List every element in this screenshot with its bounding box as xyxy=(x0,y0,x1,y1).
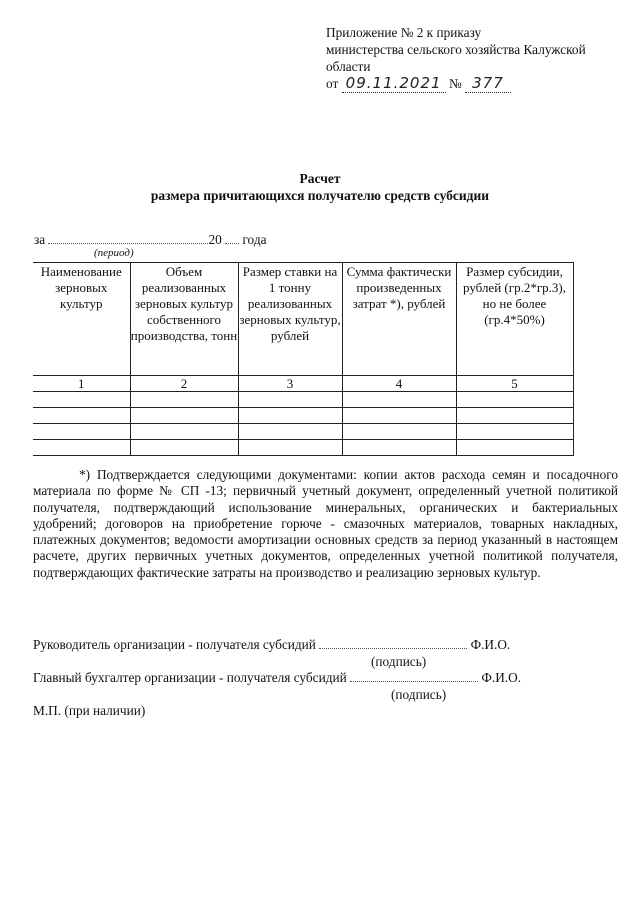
table-row xyxy=(33,424,573,440)
head-fio: Ф.И.О. xyxy=(470,637,511,652)
col-number-4: 4 xyxy=(342,376,456,392)
table-number-row xyxy=(33,376,573,392)
subsidy-table xyxy=(33,262,574,456)
col-number-3: 3 xyxy=(238,376,342,392)
head-signature-blank xyxy=(319,648,467,649)
period-line xyxy=(34,232,267,248)
table-header-row xyxy=(33,263,573,376)
col-number-5: 5 xyxy=(456,376,573,392)
col-number-1: 1 xyxy=(33,376,130,392)
title-line-1: Расчет xyxy=(299,171,341,186)
accountant-label: Главный бухгалтер организации - получателя субсидий xyxy=(33,670,347,685)
period-blank xyxy=(48,243,208,244)
appendix-header xyxy=(326,24,626,93)
appendix-line-3: области xyxy=(326,59,371,74)
appendix-line-2: министерства сельского хозяйства Калужской xyxy=(326,42,586,57)
year-prefix: 20 xyxy=(208,232,222,247)
header-costs: Сумма фактически произведенных затрат *), рублей xyxy=(342,263,456,376)
head-label: Руководитель организации - получателя субсидий xyxy=(33,637,316,652)
footnote-text: *) Подтверждается следующими документами: копии актов расхода семян и посадочного материала по форме № СП -13; первичный учетный документ, определенный учетной политикой получателя, подтверждающий использование минеральных, органических и бактериальных удобрений; договоров на приобретение горюче - смазочных материалов, товарных накладных, платежных документов; ведомости амортизации основных средств за период указанный в настоящем расчете, других первичных учетных документов, определенных учетной политикой получателя, подтверждающих фактические затраты на производство и реализацию зерновых культур. xyxy=(33,467,618,580)
header-subsidy: Размер субсидии, рублей (гр.2*гр.3), но не более (гр.4*50%) xyxy=(456,263,573,376)
table-row xyxy=(33,392,573,408)
header-volume: Объем реализованных зерновых культур собственного производства, тонн xyxy=(130,263,238,376)
head-sign-caption: (подпись) xyxy=(371,654,427,669)
accountant-signature-blank xyxy=(350,681,478,682)
year-suffix: года xyxy=(242,232,267,247)
stamp-label: М.П. (при наличии) xyxy=(33,703,146,718)
head-signature-line xyxy=(33,637,510,653)
footnote xyxy=(33,467,618,581)
date-prefix: от xyxy=(326,76,339,91)
accountant-sign-caption: (подпись) xyxy=(391,687,447,702)
appendix-line-1: Приложение № 2 к приказу xyxy=(326,25,482,40)
header-crop-name: Наименование зерновых культур xyxy=(33,263,130,376)
number-prefix: № xyxy=(448,76,462,91)
table-row xyxy=(33,408,573,424)
period-caption: (период) xyxy=(94,247,134,259)
year-blank xyxy=(225,243,239,244)
title-line-2: размера причитающихся получателю средств субсидии xyxy=(150,188,490,203)
accountant-fio: Ф.И.О. xyxy=(481,670,522,685)
header-rate: Размер ставки на 1 тонну реализованных зерновых культур, рублей xyxy=(238,263,342,376)
appendix-date-line xyxy=(326,75,626,93)
order-number: 377 xyxy=(465,75,511,93)
order-date: 09.11.2021 xyxy=(342,75,446,93)
document-title xyxy=(0,170,640,204)
table-row xyxy=(33,440,573,456)
accountant-signature-line xyxy=(33,670,521,686)
period-prefix: за xyxy=(34,232,46,247)
col-number-2: 2 xyxy=(130,376,238,392)
